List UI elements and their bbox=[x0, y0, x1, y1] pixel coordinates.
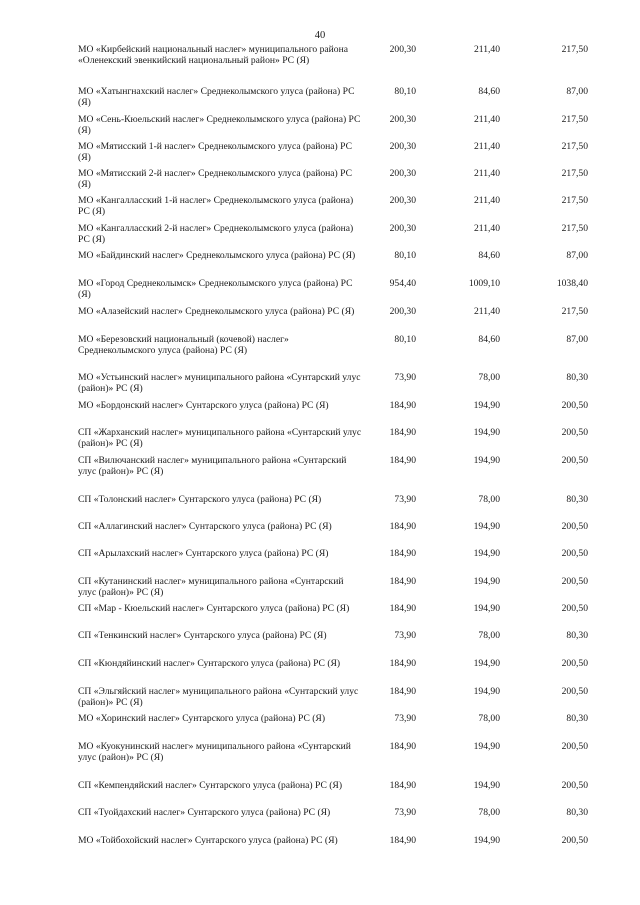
value-year-2: 194,90 bbox=[473, 741, 500, 752]
municipality-name: МО «Кирбейский национальный наслег» муниципального района «Оленекский эвенкийский национальный район» РС (Я) bbox=[78, 44, 348, 66]
value-year-1: 184,90 bbox=[389, 658, 416, 669]
value-year-2: 194,90 bbox=[473, 835, 500, 846]
value-year-1: 200,30 bbox=[389, 168, 416, 179]
value-year-1: 184,90 bbox=[389, 427, 416, 438]
municipality-name: СП «Туойдахский наслег» Сунтарского улуса (района) РС (Я) bbox=[78, 807, 331, 818]
value-year-3: 200,50 bbox=[561, 603, 588, 614]
value-year-3: 87,00 bbox=[566, 334, 588, 345]
municipality-name: СП «Кутанинский наслег» муниципального района «Сунтарский улус (район)» РС (Я) bbox=[78, 576, 344, 598]
value-year-3: 200,50 bbox=[561, 400, 588, 411]
municipality-name: МО «Алазейский наслег» Среднеколымского улуса (района) РС (Я) bbox=[78, 306, 355, 317]
value-year-3: 80,30 bbox=[566, 807, 588, 818]
municipality-name: МО «Мятисский 2-й наслег» Среднеколымского улуса (района) РС (Я) bbox=[78, 168, 352, 190]
value-year-3: 200,50 bbox=[561, 741, 588, 752]
page-number: 40 bbox=[314, 30, 326, 41]
municipality-name: СП «Эльгяйский наслег» муниципального района «Сунтарский улус (район)» РС (Я) bbox=[78, 686, 359, 708]
value-year-3: 80,30 bbox=[566, 630, 588, 641]
value-year-3: 200,50 bbox=[561, 780, 588, 791]
value-year-3: 80,30 bbox=[566, 494, 588, 505]
value-year-1: 200,30 bbox=[389, 141, 416, 152]
value-year-1: 80,10 bbox=[394, 250, 416, 261]
value-year-2: 211,40 bbox=[473, 141, 500, 152]
value-year-1: 80,10 bbox=[394, 86, 416, 97]
municipality-name: СП «Тенкинский наслег» Сунтарского улуса (района) РС (Я) bbox=[78, 630, 327, 641]
value-year-1: 184,90 bbox=[389, 741, 416, 752]
value-year-3: 217,50 bbox=[561, 114, 588, 125]
value-year-3: 217,50 bbox=[561, 306, 588, 317]
value-year-2: 78,00 bbox=[478, 372, 500, 383]
value-year-1: 184,90 bbox=[389, 576, 416, 587]
value-year-2: 194,90 bbox=[473, 658, 500, 669]
value-year-1: 73,90 bbox=[394, 630, 416, 641]
value-year-1: 80,10 bbox=[394, 334, 416, 345]
municipality-name: СП «Мар - Кюельский наслег» Сунтарского улуса (района) РС (Я) bbox=[78, 603, 350, 614]
municipality-name: СП «Кюндяйинский наслег» Сунтарского улуса (района) РС (Я) bbox=[78, 658, 341, 669]
value-year-1: 184,90 bbox=[389, 548, 416, 559]
value-year-1: 73,90 bbox=[394, 807, 416, 818]
municipality-name: МО «Куокунинский наслег» муниципального района «Сунтарский улус (район)» РС (Я) bbox=[78, 741, 351, 763]
value-year-2: 194,90 bbox=[473, 548, 500, 559]
value-year-1: 184,90 bbox=[389, 780, 416, 791]
value-year-2: 211,40 bbox=[473, 114, 500, 125]
value-year-2: 78,00 bbox=[478, 807, 500, 818]
value-year-3: 80,30 bbox=[566, 372, 588, 383]
value-year-2: 211,40 bbox=[473, 44, 500, 55]
value-year-3: 87,00 bbox=[566, 86, 588, 97]
value-year-3: 217,50 bbox=[561, 44, 588, 55]
municipality-name: МО «Кангалласский 2-й наслег» Среднеколымского улуса (района) РС (Я) bbox=[78, 223, 354, 245]
value-year-1: 200,30 bbox=[389, 114, 416, 125]
value-year-1: 200,30 bbox=[389, 306, 416, 317]
value-year-3: 200,50 bbox=[561, 576, 588, 587]
value-year-3: 200,50 bbox=[561, 835, 588, 846]
value-year-1: 73,90 bbox=[394, 372, 416, 383]
value-year-1: 184,90 bbox=[389, 400, 416, 411]
value-year-1: 73,90 bbox=[394, 494, 416, 505]
value-year-2: 211,40 bbox=[473, 195, 500, 206]
value-year-1: 200,30 bbox=[389, 44, 416, 55]
value-year-2: 194,90 bbox=[473, 455, 500, 466]
value-year-2: 194,90 bbox=[473, 400, 500, 411]
value-year-3: 87,00 bbox=[566, 250, 588, 261]
value-year-2: 194,90 bbox=[473, 780, 500, 791]
municipality-name: МО «Березовский национальный (кочевой) наслег» Среднеколымского улуса (района) РС (Я) bbox=[78, 334, 289, 356]
value-year-2: 84,60 bbox=[478, 250, 500, 261]
value-year-1: 184,90 bbox=[389, 455, 416, 466]
municipality-name: СП «Жарханский наслег» муниципального района «Сунтарский улус (район)» РС (Я) bbox=[78, 427, 362, 449]
value-year-1: 184,90 bbox=[389, 835, 416, 846]
value-year-3: 200,50 bbox=[561, 455, 588, 466]
value-year-3: 200,50 bbox=[561, 658, 588, 669]
value-year-2: 194,90 bbox=[473, 427, 500, 438]
value-year-2: 211,40 bbox=[473, 223, 500, 234]
municipality-name: МО «Кангалласский 1-й наслег» Среднеколымского улуса (района) РС (Я) bbox=[78, 195, 354, 217]
value-year-1: 184,90 bbox=[389, 521, 416, 532]
value-year-3: 200,50 bbox=[561, 686, 588, 697]
value-year-1: 184,90 bbox=[389, 686, 416, 697]
value-year-2: 78,00 bbox=[478, 494, 500, 505]
value-year-2: 194,90 bbox=[473, 521, 500, 532]
value-year-1: 200,30 bbox=[389, 223, 416, 234]
municipality-name: МО «Сень-Кюельский наслег» Среднеколымского улуса (района) РС (Я) bbox=[78, 114, 361, 136]
value-year-3: 217,50 bbox=[561, 141, 588, 152]
value-year-2: 78,00 bbox=[478, 630, 500, 641]
municipality-name: МО «Бордонский наслег» Сунтарского улуса (района) РС (Я) bbox=[78, 400, 329, 411]
municipality-name: СП «Толонский наслег» Сунтарского улуса (района) РС (Я) bbox=[78, 494, 322, 505]
municipality-name: МО «Мятисский 1-й наслег» Среднеколымского улуса (района) РС (Я) bbox=[78, 141, 352, 163]
value-year-3: 217,50 bbox=[561, 195, 588, 206]
value-year-3: 217,50 bbox=[561, 168, 588, 179]
value-year-3: 217,50 bbox=[561, 223, 588, 234]
value-year-1: 954,40 bbox=[389, 278, 416, 289]
value-year-2: 194,90 bbox=[473, 686, 500, 697]
value-year-2: 211,40 bbox=[473, 306, 500, 317]
value-year-1: 73,90 bbox=[394, 713, 416, 724]
municipality-name: МО «Тойбохойский наслег» Сунтарского улуса (района) РС (Я) bbox=[78, 835, 338, 846]
municipality-name: СП «Арылахский наслег» Сунтарского улуса (района) РС (Я) bbox=[78, 548, 329, 559]
value-year-3: 80,30 bbox=[566, 713, 588, 724]
value-year-2: 78,00 bbox=[478, 713, 500, 724]
value-year-3: 200,50 bbox=[561, 548, 588, 559]
municipality-name: СП «Кемпендяйский наслег» Сунтарского улуса (района) РС (Я) bbox=[78, 780, 343, 791]
municipality-name: СП «Вилючанский наслег» муниципального района «Сунтарский улус (район)» РС (Я) bbox=[78, 455, 347, 477]
municipality-name: МО «Байдинский наслег» Среднеколымского улуса (района) РС (Я) bbox=[78, 250, 356, 261]
value-year-2: 211,40 bbox=[473, 168, 500, 179]
value-year-2: 84,60 bbox=[478, 334, 500, 345]
value-year-2: 194,90 bbox=[473, 603, 500, 614]
value-year-2: 1009,10 bbox=[468, 278, 500, 289]
value-year-1: 184,90 bbox=[389, 603, 416, 614]
value-year-2: 194,90 bbox=[473, 576, 500, 587]
municipality-name: СП «Аллагинский наслег» Сунтарского улуса (района) РС (Я) bbox=[78, 521, 332, 532]
value-year-3: 200,50 bbox=[561, 521, 588, 532]
value-year-1: 200,30 bbox=[389, 195, 416, 206]
municipality-name: МО «Город Среднеколымск» Среднеколымского улуса (района) РС (Я) bbox=[78, 278, 353, 300]
value-year-3: 200,50 bbox=[561, 427, 588, 438]
value-year-2: 84,60 bbox=[478, 86, 500, 97]
municipality-name: МО «Устьинский наслег» муниципального района «Сунтарский улус (район)» РС (Я) bbox=[78, 372, 361, 394]
municipality-name: МО «Хоринский наслег» Сунтарского улуса (района) РС (Я) bbox=[78, 713, 326, 724]
municipality-name: МО «Хатынгнахский наслег» Среднеколымского улуса (района) РС (Я) bbox=[78, 86, 355, 108]
value-year-3: 1038,40 bbox=[556, 278, 588, 289]
